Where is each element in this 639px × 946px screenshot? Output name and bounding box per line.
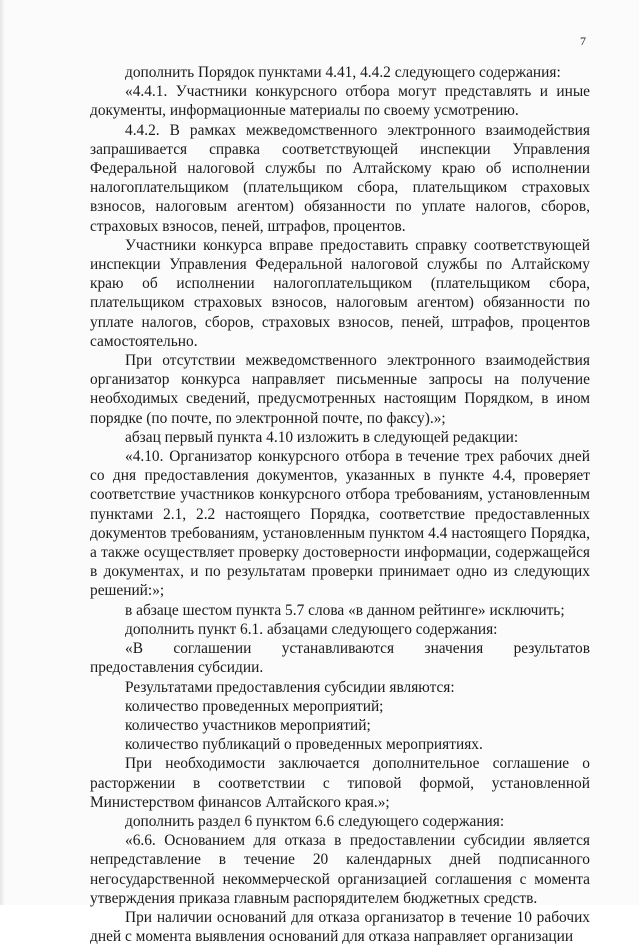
scan-edge (0, 0, 5, 905)
paragraph: количество проведенных мероприятий; (125, 697, 384, 715)
paragraph: «6.6. Основанием для отказа в предоставлении субсидии является непредставление в течение 20 календарных дней подписанного негосударственной некоммерческой организацией соглашения с момента утверждения приказа главным распорядителем бюджетных средств. (90, 832, 590, 907)
paragraph: «4.10. Организатор конкурсного отбора в течение трех рабочих дней со дня предоставления документов, указанных в пункте 4.4, проверяет соответствие участников конкурсного отбора требованиям, установленным пунктами 2.1, 2.2 настоящего Порядка, соответствие предоставленных документов требованиям, установленным пунктом 4.4 настоящего Порядка, а также осуществляет проверку достоверности информации, содержащейся в документах, и по результатам проверки принимает одно из следующих решений:»; (90, 448, 590, 600)
paragraph: «4.4.1. Участники конкурсного отбора могут представлять и иные документы, информационные материалы по своему усмотрению. (90, 83, 590, 120)
paragraph: При необходимости заключается дополнительное соглашение о расторжении в соответствии с типовой формой, установленной Министерством финансов Алтайского края.»; (90, 755, 590, 811)
paragraph: «В соглашении устанавливаются значения результатов предоставления субсидии. (90, 640, 590, 677)
paragraph: количество публикаций о проведенных мероприятиях. (125, 736, 483, 754)
paragraph: При наличии оснований для отказа организатор в течение 10 рабочих дней с момента выявления оснований для отказа направляет организации (90, 908, 590, 946)
paragraph: 4.4.2. В рамках межведомственного электронного взаимодействия запрашивается справка соответствующей инспекции Управления Федеральной налоговой службы по Алтайскому краю об исполнении налогоплательщиком (плательщиком сбора, плательщиком страховых взносов, налоговым агентом) обязанности по уплате налогов, сборов, страховых взносов, пеней, штрафов, процентов. (90, 121, 590, 235)
paragraph: в абзаце шестом пункта 5.7 слова «в данном рейтинге» исключить; (125, 601, 565, 619)
paragraph: дополнить пункт 6.1. абзацами следующего содержания: (125, 620, 498, 638)
paragraph: абзац первый пункта 4.10 изложить в следующей редакции: (125, 428, 519, 446)
page-number: 7 (580, 34, 586, 48)
paragraph: дополнить Порядок пунктами 4.41, 4.4.2 следующего содержания: (125, 64, 561, 81)
paragraph: дополнить раздел 6 пунктом 6.6 следующего содержания: (125, 812, 505, 830)
paragraph: Результатами предоставления субсидии являются: (125, 678, 455, 696)
paragraph: Участники конкурса вправе предоставить справку соответствующей инспекции Управления Федеральной налоговой службы по Алтайскому краю об исполнении налогоплательщиком (плательщиком сбора, плательщиком страховых взносов, налоговым агентом) обязанности по уплате налогов, сборов, страховых взносов, пеней, штрафов, процентов самостоятельно. (90, 236, 590, 350)
paragraph: При отсутствии межведомственного электронного взаимодействия организатор конкурса направляет письменные запросы на получение необходимых сведений, предусмотренных настоящим Порядком, в ином порядке (по почте, по электронной почте, по факсу).»; (90, 352, 590, 427)
paragraph: количество участников мероприятий; (125, 716, 371, 734)
document-body (90, 63, 590, 946)
